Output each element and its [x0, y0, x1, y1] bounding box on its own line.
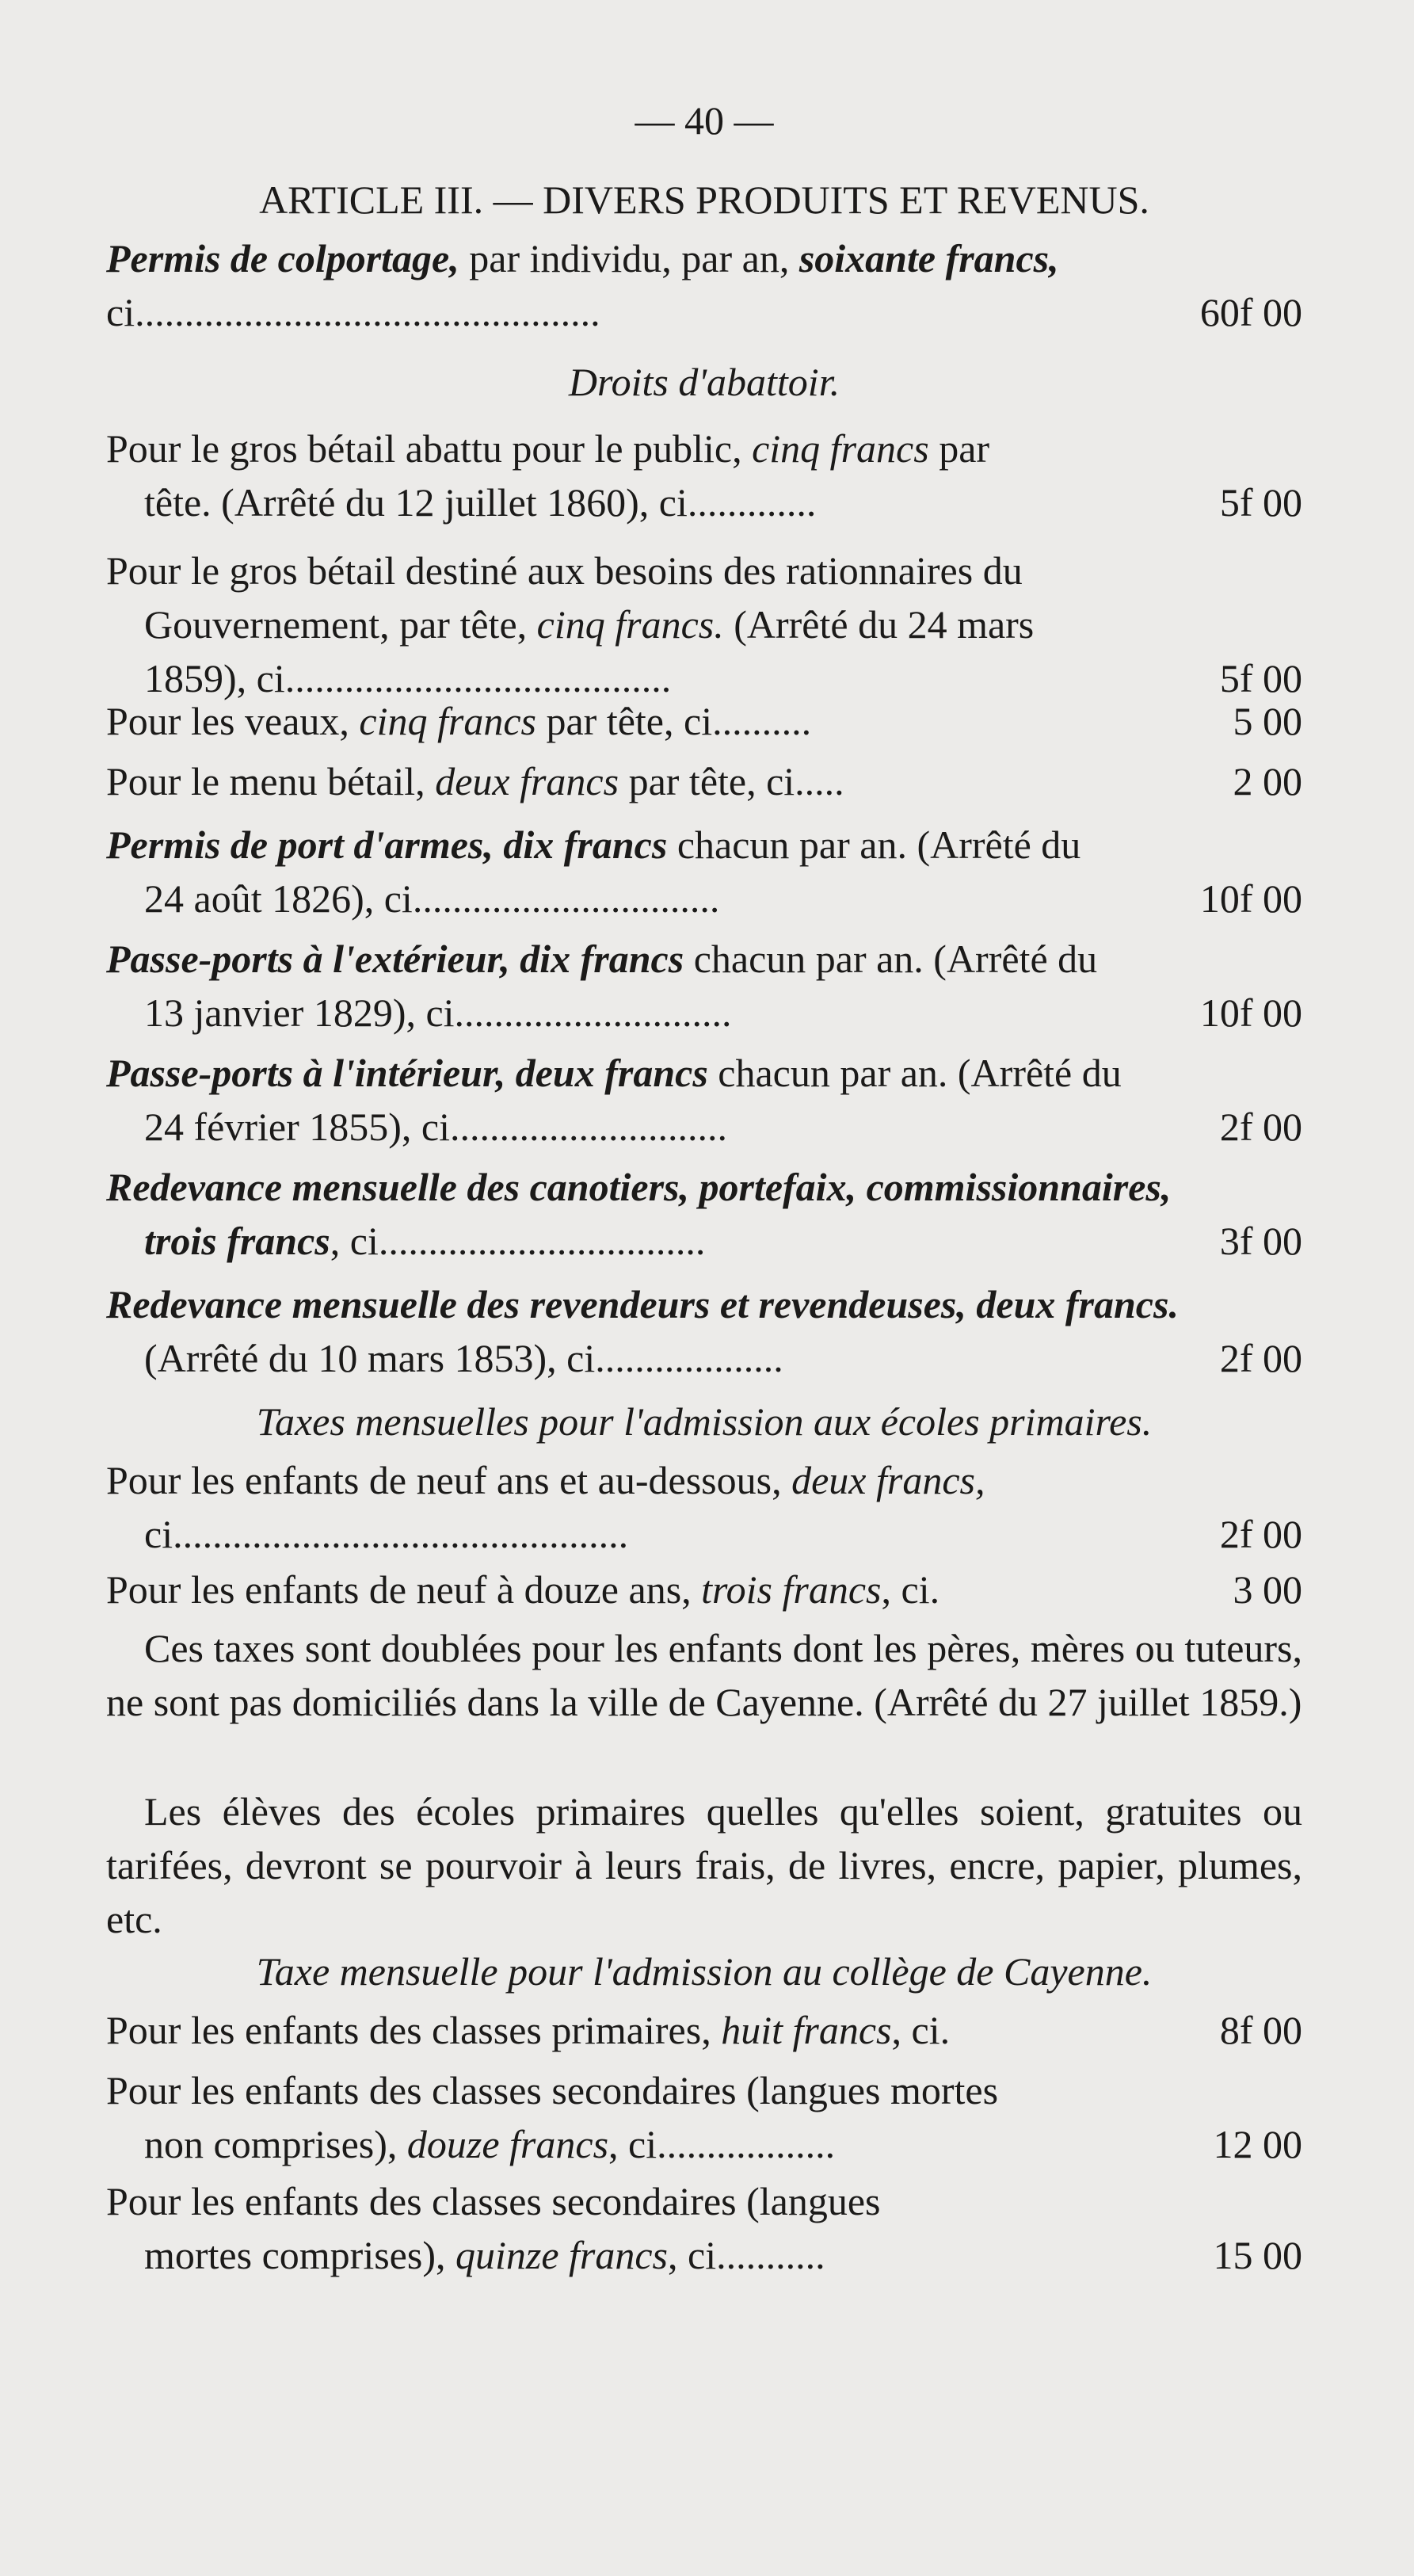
- paragraph: Ces taxes sont doublées pour les enfants dont les pères, mères ou tuteurs, ne sont pas domiciliés dans la ville de Cayenne. (Arrêté du 27 juillet 1859.): [106, 1626, 1302, 1724]
- entry-colportage: Permis de colportage, par individu, par an, soixante francs, ci............................................... 60f 00: [106, 231, 1302, 339]
- section-heading: Taxe mensuelle pour l'admission au collège de Cayenne.: [256, 1949, 1153, 1994]
- entry-neuf-douze-ans: Pour les enfants de neuf à douze ans, trois francs, ci. 3 00: [106, 1563, 1302, 1616]
- amount: 5 00: [1233, 699, 1302, 743]
- entry-classes-primaires: Pour les enfants des classes primaires, huit francs, ci. 8f 00: [106, 2003, 1302, 2057]
- paragraph: Les élèves des écoles primaires quelles qu'elles soient, gratuites ou tarifées, devront se pourvoir à leurs frais, de livres, encre, papier, plumes, etc.: [106, 1789, 1302, 1941]
- entry-secondaires-avec-langues: Pour les enfants des classes secondaires (langues mortes comprises), quinze francs, ci........... 15 00: [106, 2174, 1302, 2282]
- entry-passeports-exterieur: Passe-ports à l'extérieur, dix francs chacun par an. (Arrêté du 13 janvier 1829), ci............................ 10f 00: [106, 932, 1302, 1040]
- entry-gros-public: Pour le gros bétail abattu pour le public, cinq francs par tête. (Arrêté du 12 juillet 1860), ci............. 5f 00: [106, 422, 1302, 529]
- amount: 2f 00: [1219, 1105, 1302, 1149]
- entry-passeports-interieur: Passe-ports à l'intérieur, deux francs chacun par an. (Arrêté du 24 février 1855), ci............................ 2f 00: [106, 1046, 1302, 1154]
- amount: 2f 00: [1219, 1512, 1302, 1556]
- entry-neuf-ans-dessous: Pour les enfants de neuf ans et au-dessous, deux francs, ci.............................................. 2f 00: [106, 1453, 1302, 1561]
- entry-menu-betail: Pour le menu bétail, deux francs par tête, ci..... 2 00: [106, 754, 1302, 808]
- amount: 2 00: [1233, 759, 1302, 803]
- amount: 3f 00: [1219, 1219, 1302, 1263]
- amount: 10f 00: [1199, 990, 1302, 1035]
- entry-canotiers: Redevance mensuelle des canotiers, portefaix, commissionnaires, trois francs, ci................................. 3f 00: [106, 1160, 1302, 1268]
- entry-veaux: Pour les veaux, cinq francs par tête, ci.......... 5 00: [106, 694, 1302, 748]
- page-number: — 40 —: [635, 98, 774, 143]
- amount: 15 00: [1213, 2233, 1302, 2277]
- entry-secondaires-sans-langues: Pour les enfants des classes secondaires (langues mortes non comprises), douze francs, ci.................. 12 00: [106, 2063, 1302, 2171]
- amount: 5f 00: [1219, 656, 1302, 700]
- article-title: ARTICLE III. — DIVERS PRODUITS ET REVENUS.: [259, 177, 1149, 222]
- entry-revendeurs: Redevance mensuelle des revendeurs et revendeuses, deux francs. (Arrêté du 10 mars 1853), ci................... 2f 00: [106, 1277, 1302, 1385]
- entry-port-armes: Permis de port d'armes, dix francs chacun par an. (Arrêté du 24 août 1826), ci............................... 10f 00: [106, 818, 1302, 925]
- amount: 60f 00: [1199, 290, 1302, 334]
- amount: 12 00: [1213, 2122, 1302, 2166]
- amount: 2f 00: [1219, 1336, 1302, 1380]
- amount: 5f 00: [1219, 480, 1302, 525]
- amount: 10f 00: [1199, 876, 1302, 921]
- entry-gros-gouvernement: Pour le gros bétail destiné aux besoins des rationnaires du Gouvernement, par tête, cinq francs. (Arrêté du 24 mars 1859), ci....................................... 5f 00: [106, 544, 1302, 705]
- section-heading: Taxes mensuelles pour l'admission aux écoles primaires.: [256, 1399, 1153, 1444]
- section-heading: Droits d'abattoir.: [568, 360, 840, 404]
- amount: 8f 00: [1219, 2008, 1302, 2052]
- amount: 3 00: [1233, 1567, 1302, 1612]
